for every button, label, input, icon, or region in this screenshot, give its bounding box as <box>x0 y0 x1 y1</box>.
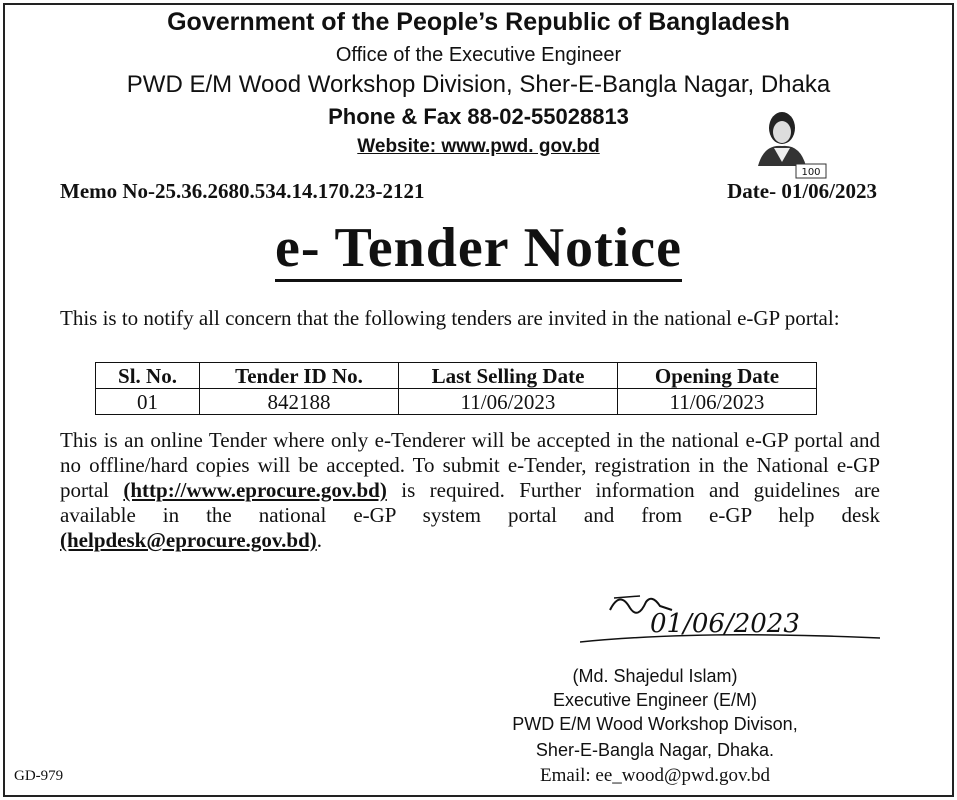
signatory-location: Sher-E-Bangla Nagar, Dhaka. <box>535 740 775 760</box>
handwritten-signature <box>580 580 900 660</box>
government-heading: Government of the People’s Republic of Bangladesh <box>167 8 790 36</box>
notice-title-text: e- Tender Notice <box>275 217 682 282</box>
phone-fax: Phone & Fax 88-02-55028813 <box>328 104 629 129</box>
body-paragraph <box>60 428 880 553</box>
handwritten-date: 01/06/2023 <box>650 609 800 639</box>
table-row <box>96 389 817 415</box>
header-sl-no: Sl. No. <box>96 363 200 389</box>
svg-text:100: 100 <box>801 167 821 178</box>
division-heading: PWD E/M Wood Workshop Division, Sher-E-Bangla Nagar, Dhaka <box>126 71 831 98</box>
body-text-2: is required. Further information and guidelines are available in the national e-GP system portal and from e-GP help desk <box>60 478 881 527</box>
eprocure-link[interactable]: (http://www.eprocure.gov.bd) <box>123 478 387 502</box>
mujib-100-logo-icon <box>752 106 828 182</box>
cell-tender-id: 842188 <box>200 389 399 415</box>
header-last-selling-date: Last Selling Date <box>399 363 618 389</box>
cell-sl-no: 01 <box>96 389 200 415</box>
body-text-3: . <box>316 528 323 552</box>
table-header-row <box>96 363 817 389</box>
tender-table <box>95 362 817 415</box>
signatory-designation: Executive Engineer (E/M) <box>552 690 758 710</box>
notice-title <box>0 216 957 280</box>
intro-paragraph: This is to notify all concern that the following tenders are invited in the national e-GP portal: <box>60 306 840 330</box>
cell-opening-date: 11/06/2023 <box>618 389 817 415</box>
office-heading: Office of the Executive Engineer <box>335 44 622 66</box>
helpdesk-email-link[interactable]: (helpdesk@eprocure.gov.bd) <box>60 528 317 552</box>
gd-code: GD-979 <box>14 768 64 784</box>
cell-last-selling-date: 11/06/2023 <box>399 389 618 415</box>
signatory-name: (Md. Shajedul Islam) <box>572 666 738 686</box>
signatory-division: PWD E/M Wood Workshop Divison, <box>512 714 798 734</box>
website-link[interactable]: Website: www.pwd. gov.bd <box>357 136 600 157</box>
memo-number: Memo No-25.36.2680.534.14.170.23-2121 <box>60 179 425 203</box>
header-tender-id: Tender ID No. <box>200 363 399 389</box>
body-text-1: This is an online Tender where only e-Tenderer will be accepted in the national e-GP portal and no offline/hard copies will be accepted. To submit e-Tender, registration in the National e-GP portal <box>60 428 880 502</box>
memo-date: Date- 01/06/2023 <box>727 179 877 203</box>
header-opening-date: Opening Date <box>618 363 817 389</box>
signatory-email[interactable]: Email: ee_wood@pwd.gov.bd <box>540 765 770 786</box>
